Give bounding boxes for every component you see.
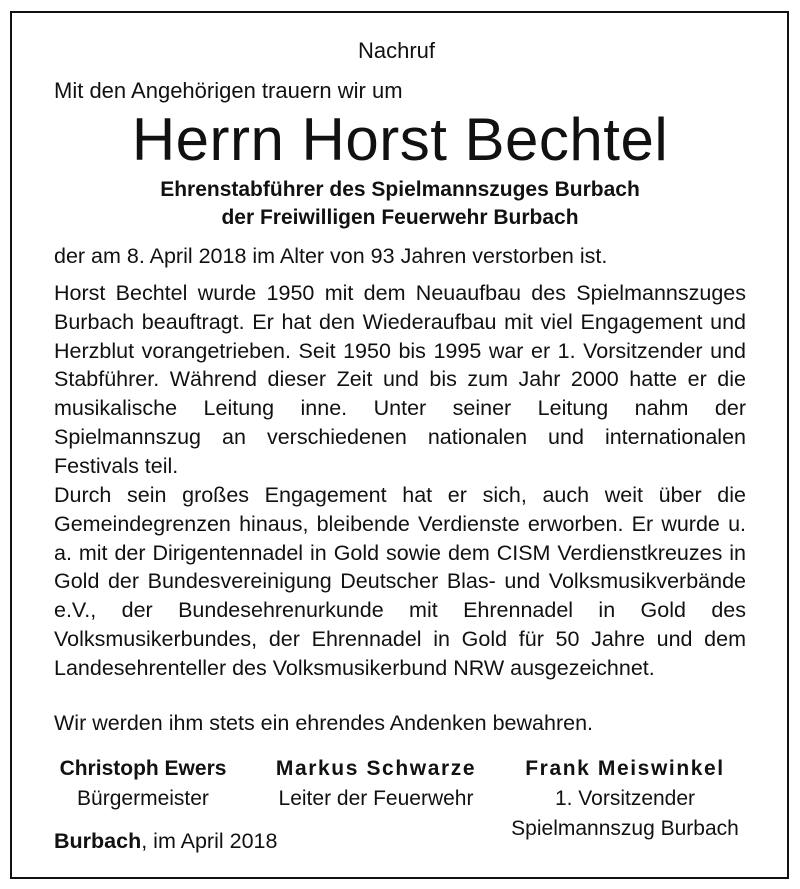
signatory-1 [48,754,238,814]
heading-text: Nachruf [358,38,436,63]
biography-paragraph-1: Horst Bechtel wurde 1950 mit dem Neuaufbau des Spielmannszuges Burbach beauftragt. Er hat den Wiederaufbau mit viel Engagement und Herzblut vorangetrieben. Seit 1950 bis 1995 war er 1. Vorsitzender und Stabführer. Während dieser Zeit und bis zum Jahr 2000 hatte er die musikalische Leitung inne. Unter seiner Leitung nahm der Spielmannszug an verschiedenen nationalen und internationalen Festivals teil. [54,281,746,478]
signatory-3 [500,754,750,844]
place: Burbach [54,829,142,853]
signatory-role: Leiter der Feuerwehr [278,787,474,810]
signatory-name: Markus Schwarze [275,757,477,780]
signatory-role-2: Spielmannszug Burbach [511,817,739,840]
biography-paragraph-2: Durch sein großes Engagement hat er sich, auch weit über die Gemeindegrenzen hinaus, bleibende Verdienste erworben. Er wurde u. a. mit der Dirigentennadel in Gold sowie dem CISM Verdienstkreuzes in Gold der Bundesvereinigung Deutscher Blas- und Volksmusikverbände e.V., der Bundesehrenurkunde mit Ehrennadel in Gold des Volksmusikerbundes, der Ehrennadel in Gold für 50 Jahre und dem Landesehrenteller des Volksmusikerbund NRW ausgezeichnet. [54,483,746,680]
signatory-2 [262,754,490,814]
signatory-role: Bürgermeister [77,787,209,810]
honorary-title-line-1: Ehrenstabführer des Spielmannszuges Burbach [160,178,640,201]
date: , im April 2018 [141,829,278,853]
honorary-title-line-2: der Freiwilligen Feuerwehr Burbach [221,206,579,229]
closing-line: Wir werden ihm stets ein ehrendes Andenken bewahren. [54,711,594,735]
intro-line: Mit den Angehörigen trauern wir um [54,78,403,103]
death-date-line: der am 8. April 2018 im Alter von 93 Jahren verstorben ist. [54,244,608,268]
deceased-name: Herrn Horst Bechtel [131,106,669,173]
place-date-line [54,828,277,854]
signatory-name: Frank Meiswinkel [525,757,725,780]
signatory-name: Christoph Ewers [59,757,227,780]
signatory-role: 1. Vorsitzender [554,787,696,810]
